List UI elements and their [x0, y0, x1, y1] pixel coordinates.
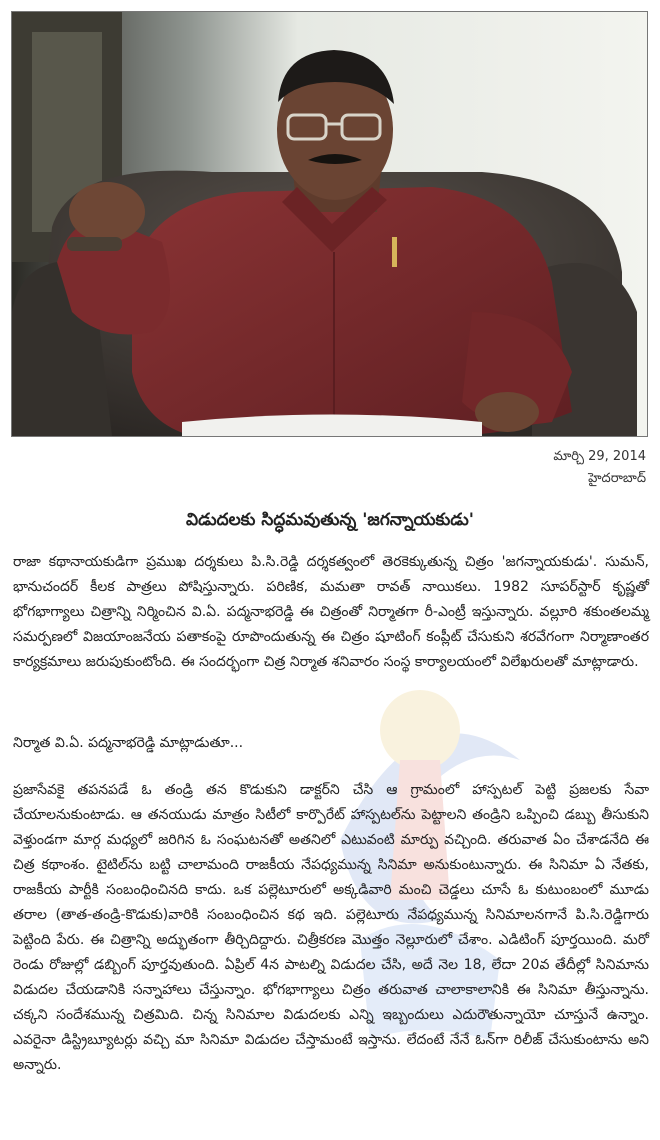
article-place: హైదరాబాద్ — [588, 471, 646, 486]
article-intro: రాజా కథానాయకుడిగా ప్రముఖ దర్శకులు పి.సి.రెడ్డి దర్శకత్వంలో తెరకెక్కుతున్న చిత్రం 'జగన్నాయకుడు'. సుమన్, భానుచందర్ కీలక పాత్రలు పోషిస్తున్నారు. పరిణిక, మమతా రావత్ నాయికలు. 1982 సూపర్‌స్టార్ కృష్ణతో భోగభాగ్యాలు చిత్రాన్ని నిర్మించిన వి.ఏ. పద్మనాభరెడ్డి ఈ చిత్రంతో నిర్మాతగా రీ-ఎంట్రీ ఇస్తున్నారు. వల్లూరి శకుంతలమ్మ సమర్పణలో విజయాంజనేయ పతాకంపై రూపొందుతున్న ఈ చిత్రం షూటింగ్ కంప్లీట్ చేసుకుని శరవేగంగా నిర్మాణాంతర కార్యక్రమాలు జరుపుకుంటోంది. ఈ సందర్భంగా చిత్ర నిర్మాత శనివారం సంస్థ కార్యాలయంలో విలేఖరులతో మాట్లాడారు. — [13, 554, 649, 670]
article-photo — [11, 11, 648, 437]
article-date: మార్చి 29, 2014 — [553, 449, 646, 464]
article-meta — [553, 446, 646, 490]
article-headline: విడుదలకు సిద్ధమవుతున్న 'జగన్నాయకుడు' — [186, 510, 474, 530]
article-body: ప్రజాసేవకై తపనపడే ఓ తండ్రి తన కొడుకుని డాక్టర్‌ని చేసి ఆ గ్రామంలో హాస్పటల్ పెట్టి ప్రజలకు సేవా చేయాలనుకుంటాడు. ఆ తనయుడు మాత్రం సిటీలో కార్పొరేట్ హాస్పటల్‌ను పెట్టాలని తండ్రిని ఒప్పించి డబ్బు తీసుకుని వెళ్తుండగా మార్గ మధ్యలో జరిగిన ఓ సంఘటనతో అతనిలో ఎటువంటి మార్పు వచ్చింది. తరువాత ఏం చేశాడనేది ఈ చిత్ర కథాంశం. టైటిల్‌ను బట్టి చాలామంది రాజకీయ నేపధ్యమున్న సినిమా అనుకుంటున్నారు. ఈ సినిమా ఏ నేతకు, రాజకీయ పార్టీకి సంబంధించినది కాదు. ఒక పల్లెటూరులో అక్కడివారి మంచి చెడ్డలు చూసే ఓ కుటుంబంలో మూడు తరాల (తాత-తండ్రి-కొడుకు)వారికి సంబంధించిన కథ ఇది. పల్లెటూరు నేపధ్యమున్న సినిమాలనగానే పి.సి.రెడ్డిగారు పెట్టింది పేరు. ఈ చిత్రాన్ని అద్భుతంగా తీర్చిదిద్దారు. చిత్రీకరణ మొత్తం నెల్లూరులో చేశాం. ఎడిటింగ్ పూర్తయింది. మరో రెండు రోజుల్లో డబ్బింగ్ పూర్తవుతుంది. ఏప్రిల్ 4న పాటల్ని విడుదల చేసి, అదే నెల 18, లేదా 20వ తేదీల్లో సినిమాను విడుదల చేయడానికి సన్నాహాలు చేస్తున్నాం. భోగభాగ్యాలు చిత్రం తరువాత చాలాకాలానికి ఈ సినిమా తీస్తున్నాను. చక్కని సందేశమున్న చిత్రమిది. చిన్న సినిమాల విడుదలకు ఎన్ని ఇబ్బందులు ఎదురౌతున్నాయో చూస్తునే ఉన్నాం. ఎవరైనా డిస్ట్రిబ్యూటర్లు వచ్చి మా సినిమా విడుదల చేస్తామంటే ఇస్తాను. లేదంటే నేనే ఓన్‌గా రిలీజ్ చేసుకుంటాను అని అన్నారు. — [13, 782, 649, 1073]
portrait-photo — [12, 12, 647, 436]
article-subhead: నిర్మాత వి.ఏ. పద్మనాభరెడ్డి మాట్లాడుతూ... — [13, 735, 244, 751]
